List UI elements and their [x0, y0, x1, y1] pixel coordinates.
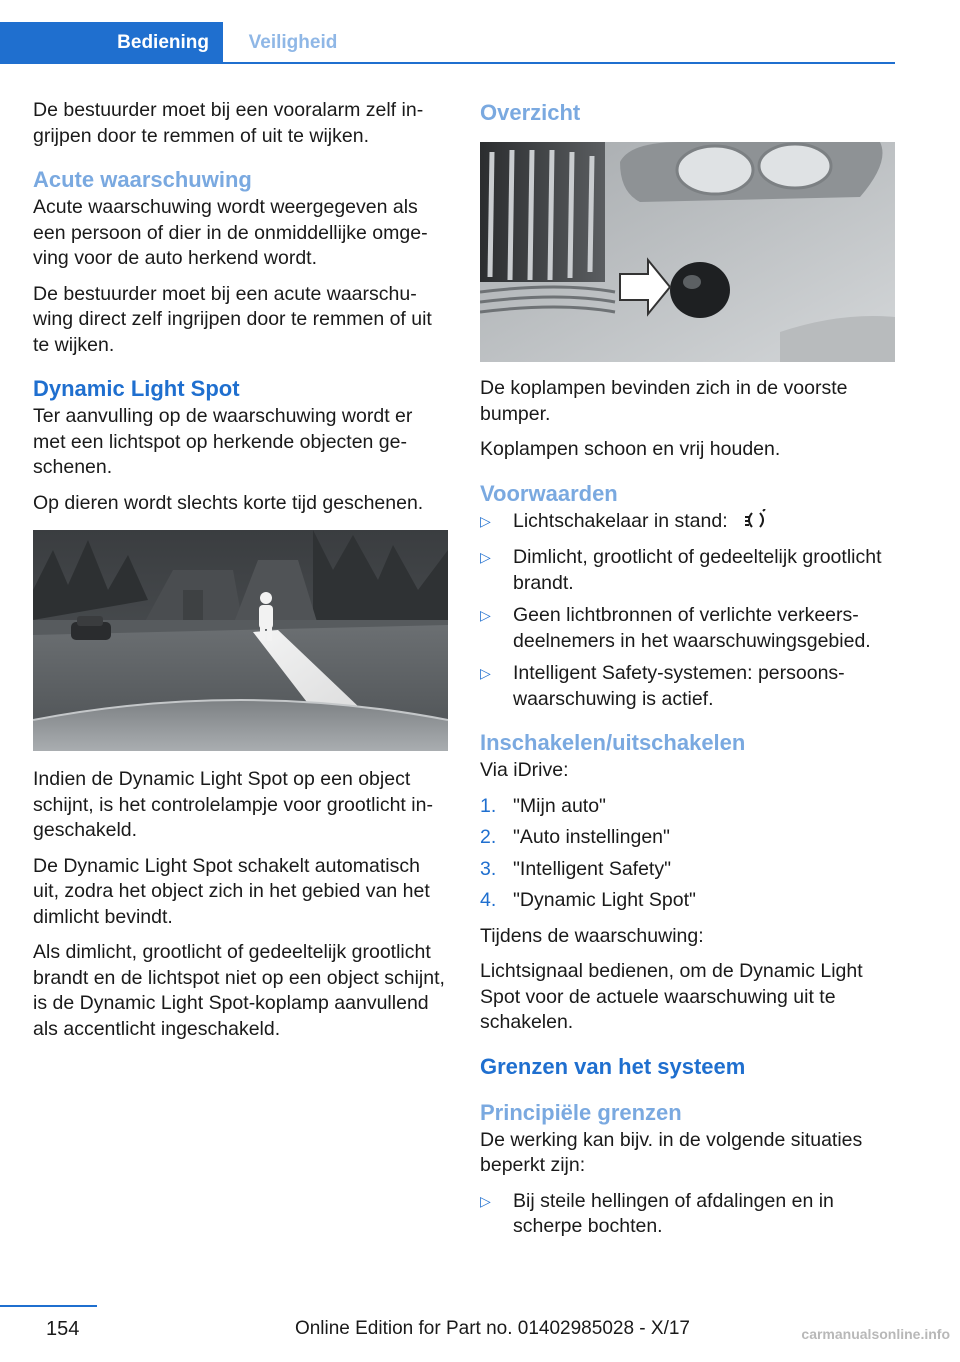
list-item: [480, 661, 895, 712]
paragraph-acute-1: Acute waarschuwing wordt weergegeven als een persoon of dier in de onmiddellijke omgeving voor de auto herkend wordt.: [33, 196, 428, 269]
heading-overzicht: Overzicht: [480, 100, 581, 125]
section-tabs: [0, 22, 895, 64]
tab-veiligheid[interactable]: Veiligheid: [248, 32, 338, 53]
footer-rule: [0, 1305, 97, 1307]
list-item: [480, 794, 895, 820]
limits-list: [480, 1189, 895, 1240]
left-column: [33, 98, 448, 1052]
paragraph-dls-1: Ter aanvulling op de waarschuwing wordt er met een lichtspot op herkende objecten geschenen.: [33, 405, 413, 478]
triangle-right-icon: ▷: [480, 607, 491, 623]
paragraph-dls-4: De Dynamic Light Spot schakelt automatisch uit, zodra het object zich in het gebied van het dimlicht bevindt.: [33, 854, 430, 928]
triangle-right-icon: ▷: [480, 665, 491, 681]
paragraph-warning-during: Tijdens de waarschuwing:: [480, 924, 704, 947]
paragraph-dls-2: Op dieren wordt slechts korte tijd geschenen.: [33, 491, 424, 514]
triangle-right-icon: ▷: [480, 1192, 491, 1209]
step-text: "Dynamic Light Spot": [513, 889, 696, 911]
right-column: [480, 98, 895, 1250]
list-item: [480, 857, 895, 883]
step-number: 4.: [480, 889, 497, 911]
night-road-illustration: [33, 530, 448, 751]
paragraph-prealarm: De bestuurder moet bij een vooralarm zelf ingrijpen door te remmen of uit te wijken.: [33, 99, 424, 147]
triangle-right-icon: ▷: [480, 512, 491, 529]
light-switch-icon: [743, 509, 769, 539]
step-number: 2.: [480, 826, 497, 848]
list-item-text: Geen lichtbronnen of verlichte verkeersdeelnemers in het waarschuwingsgebied.: [513, 604, 871, 652]
heading-dynamic-light-spot: Dynamic Light Spot: [33, 376, 240, 401]
step-text: "Auto instellingen": [513, 826, 670, 848]
step-number: 3.: [480, 857, 497, 880]
step-number: 1.: [480, 794, 497, 817]
paragraph-acute-2: De bestuurder moet bij een acute waarschuwing direct zelf ingrijpen door te remmen of uit te wijken.: [33, 282, 432, 356]
heading-inschakelen: Inschakelen/uitschakelen: [480, 730, 746, 755]
paragraph-via-idrive: Via iDrive:: [480, 759, 569, 781]
list-item: [480, 1189, 895, 1240]
list-item: [480, 603, 895, 654]
paragraph-dls-3: Indien de Dynamic Light Spot op een object schijnt, is het controlelampje voor grootlicht ingeschakeld.: [33, 768, 433, 841]
list-item-text: Dimlicht, grootlicht of gedeeltelijk grootlicht brandt.: [513, 546, 882, 594]
paragraph-overzicht-2: Koplampen schoon en vrij houden.: [480, 438, 781, 460]
edition-note: Online Edition for Part no. 01402985028 - X/17: [294, 1318, 690, 1339]
tab-bediening[interactable]: Bediening: [0, 22, 223, 62]
headlight-bumper-illustration: [480, 142, 895, 362]
paragraph-light-signal: Lichtsignaal bedienen, om de Dynamic Light Spot voor de actuele waarschuwing uit te schakelen.: [480, 960, 863, 1033]
page-number: 154: [46, 1318, 80, 1340]
steps-list: [480, 794, 895, 914]
heading-grenzen: Grenzen van het systeem: [480, 1053, 746, 1079]
heading-acute-warning: Acute waarschuwing: [33, 167, 252, 192]
heading-principiele-grenzen: Principiële grenzen: [480, 1099, 682, 1125]
list-item: [480, 888, 895, 914]
step-text: "Intelligent Safety": [513, 857, 672, 880]
conditions-list: [480, 509, 895, 713]
triangle-right-icon: ▷: [480, 549, 491, 565]
list-item: [480, 545, 895, 596]
paragraph-overzicht-1: De koplampen bevinden zich in de voorste bumper.: [480, 377, 848, 425]
watermark: carmanualsonline.info: [801, 1326, 950, 1342]
list-item-text: Bij steile hellingen of afdalingen en in scherpe bochten.: [513, 1189, 834, 1237]
heading-voorwaarden: Voorwaarden: [480, 480, 618, 506]
paragraph-limits-intro: De werking kan bijv. in de volgende situaties beperkt zijn:: [480, 1128, 863, 1176]
list-item-text: Lichtschakelaar in stand:: [513, 509, 728, 532]
list-item-text: Intelligent Safety-systemen: persoonswaarschuwing is actief.: [513, 662, 845, 710]
step-text: "Mijn auto": [513, 794, 606, 817]
list-item: [480, 509, 895, 539]
paragraph-dls-5: Als dimlicht, grootlicht of gedeeltelijk grootlicht brandt en de lichtspot niet op een object schijnt, is de Dynamic Light Spot-koplamp aanvullend als accentlicht ingeschakeld.: [33, 941, 445, 1040]
list-item: [480, 825, 895, 851]
